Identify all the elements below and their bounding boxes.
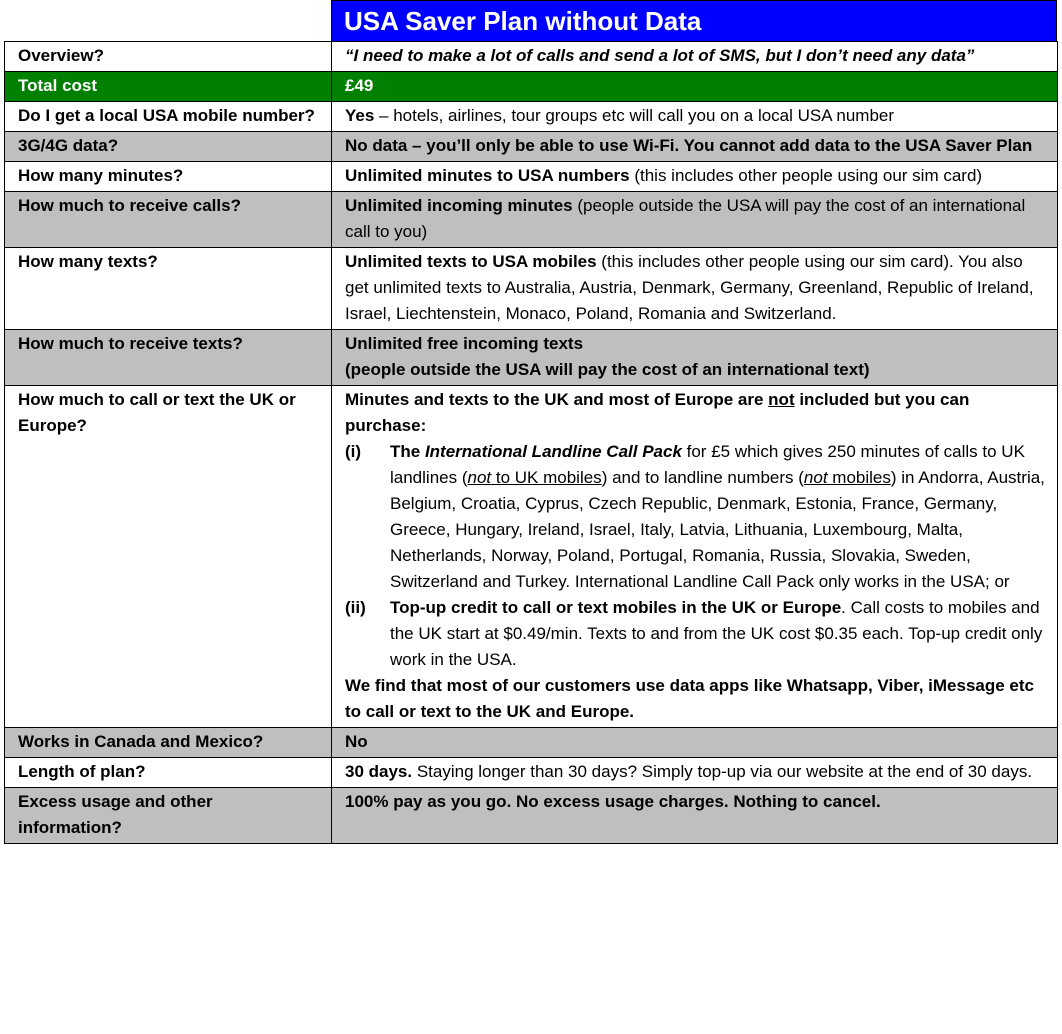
receive-calls-text: (people outside the USA will pay the cost of an international call to you) <box>345 196 1026 241</box>
label-minutes: How many minutes? <box>5 162 332 192</box>
row-data <box>5 132 1058 162</box>
uk-europe-item-1 <box>345 439 1045 595</box>
intro-part-b: included but you can purchase: <box>345 390 970 435</box>
label-data: 3G/4G data? <box>5 132 332 162</box>
row-texts <box>5 248 1058 330</box>
item-1-t2: to UK mobiles <box>491 468 602 487</box>
value-data: No data – you’ll only be able to use Wi-Fi. You cannot add data to the USA Saver Plan <box>332 132 1058 162</box>
row-overview <box>5 42 1058 72</box>
intro-not: not <box>768 390 795 409</box>
label-receive-texts: How much to receive texts? <box>5 330 332 386</box>
row-canada-mexico <box>5 728 1058 758</box>
value-excess: 100% pay as you go. No excess usage charges. Nothing to cancel. <box>332 788 1058 844</box>
label-local-number: Do I get a local USA mobile number? <box>5 102 332 132</box>
receive-calls-bold: Unlimited incoming minutes <box>345 196 573 215</box>
length-text: Staying longer than 30 days? Simply top-up via our website at the end of 30 days. <box>412 762 1033 781</box>
item-1-body <box>390 439 1045 595</box>
label-length: Length of plan? <box>5 758 332 788</box>
row-receive-calls <box>5 192 1058 248</box>
receive-texts-line1: Unlimited free incoming texts <box>345 334 584 353</box>
row-receive-texts <box>5 330 1058 386</box>
item-2-number: (ii) <box>345 598 366 617</box>
row-total-cost <box>5 72 1058 102</box>
value-local-number <box>332 102 1058 132</box>
label-uk-europe: How much to call or text the UK or Europe? <box>5 386 332 728</box>
uk-europe-intro <box>345 387 1045 439</box>
item-2-text: . Call costs to mobiles and the UK start at $0.49/min. Texts to and from the UK cost $0.35 each. Top-up credit only work in the USA. <box>390 598 1043 669</box>
value-uk-europe <box>332 386 1058 728</box>
item-1-pack: International Landline Call Pack <box>424 442 682 461</box>
label-texts: How many texts? <box>5 248 332 330</box>
item-1-the: The <box>390 442 425 461</box>
item-1-t5: ) in Andorra, Austria, Belgium, Croatia, Cyprus, Czech Republic, Denmark, Estonia, France, Germany, Greece, Hungary, Ireland, Israel, Italy, Latvia, Lithuania, Luxembourg, Malta, Netherlands, Norway, Poland, Portugal, Romania, Russia, Slovakia, Sweden, Switzerland and Turkey. International Landline Call Pack only works in the USA; or <box>390 468 1045 591</box>
plan-header <box>331 0 1057 42</box>
minutes-bold: Unlimited minutes to USA numbers <box>345 166 630 185</box>
row-minutes <box>5 162 1058 192</box>
row-uk-europe <box>5 386 1058 728</box>
label-total-cost: Total cost <box>5 72 332 102</box>
value-receive-calls <box>332 192 1058 248</box>
texts-bold: Unlimited texts to USA mobiles <box>345 252 597 271</box>
intro-part-a: Minutes and texts to the UK and most of Europe are <box>345 390 769 409</box>
label-receive-calls: How much to receive calls? <box>5 192 332 248</box>
value-total-cost: £49 <box>332 72 1058 102</box>
value-minutes <box>332 162 1058 192</box>
plan-table <box>4 41 1058 844</box>
uk-europe-closing: We find that most of our customers use data apps like Whatsapp, Viber, iMessage etc to call or text to the UK and Europe. <box>345 676 1034 721</box>
row-length <box>5 758 1058 788</box>
label-excess: Excess usage and other information? <box>5 788 332 844</box>
value-canada-mexico: No <box>332 728 1058 758</box>
value-overview: “I need to make a lot of calls and send a lot of SMS, but I don’t need any data” <box>332 42 1058 72</box>
item-2-bold: Top-up credit to call or text mobiles in the UK or Europe <box>390 598 842 617</box>
item-1-t4: mobiles <box>827 468 891 487</box>
row-excess <box>5 788 1058 844</box>
local-number-text: – hotels, airlines, tour groups etc will call you on a local USA number <box>374 106 895 125</box>
texts-text: (this includes other people using our sim card). You also get unlimited texts to Australia, Austria, Denmark, Germany, Greenland, Republic of Ireland, Israel, Liechtenstein, Monaco, Poland, Romania and Switzerland. <box>345 252 1034 323</box>
receive-texts-line2: (people outside the USA will pay the cost of an international text) <box>345 360 870 379</box>
label-canada-mexico: Works in Canada and Mexico? <box>5 728 332 758</box>
value-length <box>332 758 1058 788</box>
item-2-body <box>390 595 1045 673</box>
minutes-text: (this includes other people using our sim card) <box>629 166 983 185</box>
value-receive-texts <box>332 330 1058 386</box>
uk-europe-item-2 <box>345 595 1045 673</box>
label-overview: Overview? <box>5 42 332 72</box>
item-1-not1: not <box>467 468 492 487</box>
plan-title: USA Saver Plan without Data <box>344 6 702 36</box>
item-1-number: (i) <box>345 442 362 461</box>
item-1-t3: ) and to landline numbers ( <box>601 468 804 487</box>
value-texts <box>332 248 1058 330</box>
item-1-not2: not <box>803 468 828 487</box>
row-local-number <box>5 102 1058 132</box>
item-1-t1: for £5 which gives 250 minutes of calls to UK landlines ( <box>390 442 1025 487</box>
length-bold: 30 days. <box>345 762 413 781</box>
local-number-yes: Yes <box>345 106 375 125</box>
